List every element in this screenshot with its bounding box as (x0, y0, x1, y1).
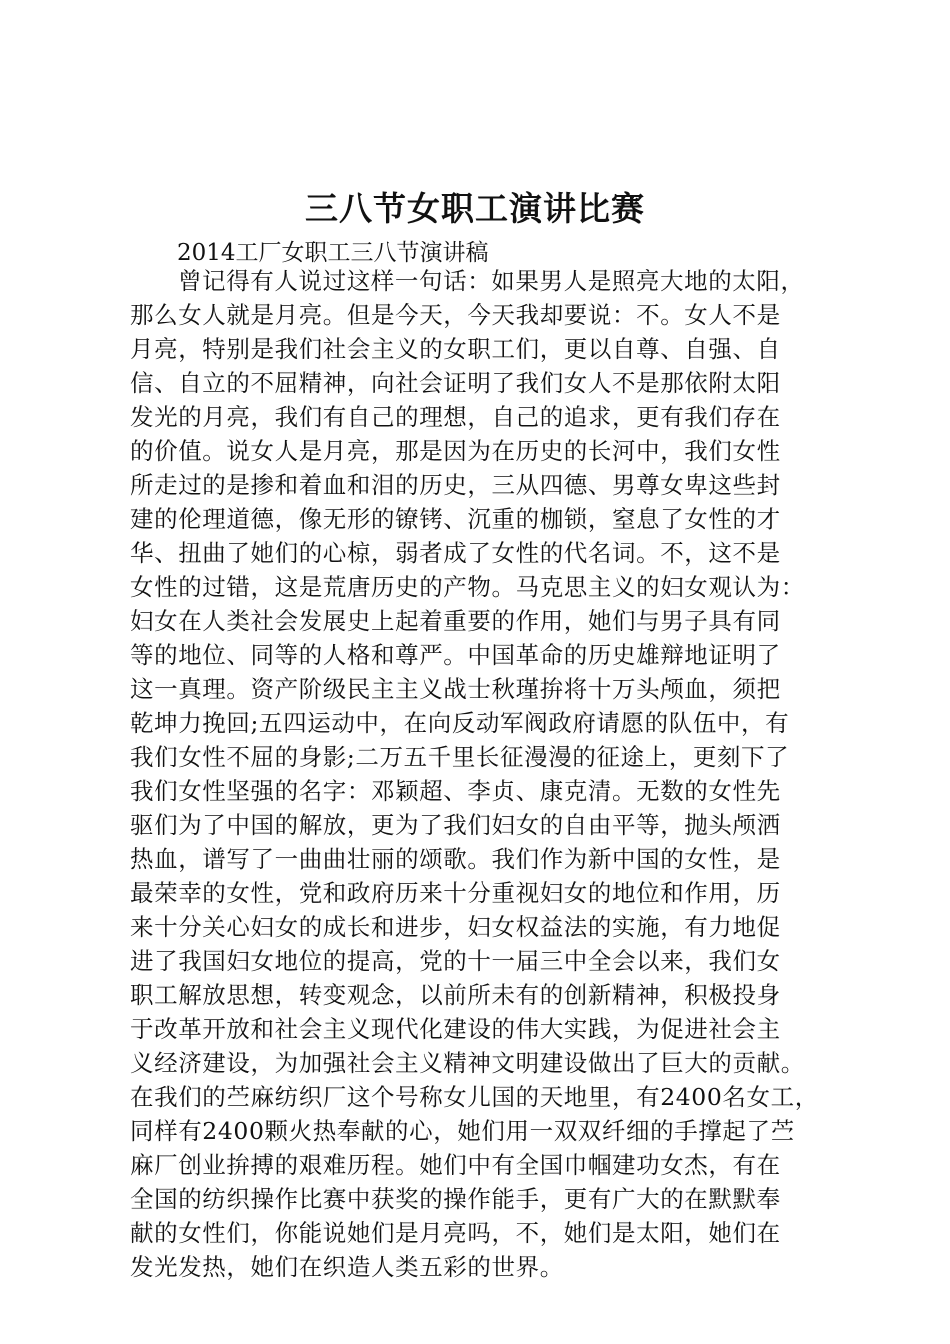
body-text-line: 热血，谱写了一曲曲壮丽的颂歌。我们作为新中国的女性，是 (130, 845, 781, 873)
body-text-line: 麻厂创业拚搏的艰难历程。她们中有全国巾帼建功女杰，有在 (130, 1151, 781, 1179)
body-text-line: 全国的纺织操作比赛中获奖的操作能手，更有广大的在默默奉 (130, 1185, 781, 1213)
body-text-line: 那么女人就是月亮。但是今天，今天我却要说：不。女人不是 (130, 301, 781, 329)
document-title: 三八节女职工演讲比赛 (305, 189, 645, 228)
body-text-line: 同样有2400颗火热奉献的心，她们用一双双纤细的手撑起了苎 (130, 1117, 795, 1145)
document-body (130, 264, 855, 1284)
body-text-line: 等的地位、同等的人格和尊严。中国革命的历史雄辩地证明了 (130, 641, 781, 669)
body-text-line: 女性的过错，这是荒唐历史的产物。马克思主义的妇女观认为： (130, 573, 805, 601)
body-text-line: 曾记得有人说过这样一句话：如果男人是照亮大地的太阳， (178, 267, 805, 295)
body-text-line: 进了我国妇女地位的提高，党的十一届三中全会以来，我们女 (130, 947, 781, 975)
body-text-line: 这一真理。资产阶级民主主义战士秋瑾拚将十万头颅血，须把 (130, 675, 781, 703)
body-text-line: 妇女在人类社会发展史上起着重要的作用，她们与男子具有同 (130, 607, 781, 635)
body-text-line: 建的伦理道德，像无形的镣铐、沉重的枷锁，窒息了女性的才 (130, 505, 781, 533)
body-text-line: 我们女性不屈的身影;二万五千里长征漫漫的征途上，更刻下了 (130, 743, 790, 771)
body-text-line: 职工解放思想，转变观念，以前所未有的创新精神，积极投身 (130, 981, 781, 1009)
body-text-line: 最荣幸的女性，党和政府历来十分重视妇女的地位和作用，历 (130, 879, 781, 907)
body-text-line: 献的女性们，你能说她们是月亮吗，不，她们是太阳，她们在 (130, 1219, 781, 1247)
body-text-line: 信、自立的不屈精神，向社会证明了我们女人不是那依附太阳 (130, 369, 781, 397)
document-subtitle: 2014工厂女职工三八节演讲稿 (177, 240, 489, 266)
body-text-line: 发光的月亮，我们有自己的理想，自己的追求，更有我们存在 (130, 403, 781, 431)
body-text-line: 的价值。说女人是月亮，那是因为在历史的长河中，我们女性 (130, 437, 781, 465)
body-text-line: 在我们的苎麻纺织厂这个号称女儿国的天地里，有2400名女工， (130, 1083, 819, 1111)
body-text-line: 于改革开放和社会主义现代化建设的伟大实践，为促进社会主 (130, 1015, 781, 1043)
body-text-line: 月亮，特别是我们社会主义的女职工们，更以自尊、自强、自 (130, 335, 781, 363)
body-text-line: 发光发热，她们在织造人类五彩的世界。 (130, 1253, 564, 1281)
body-text-line: 来十分关心妇女的成长和进步，妇女权益法的实施，有力地促 (130, 913, 781, 941)
body-text-line: 驱们为了中国的解放，更为了我们妇女的自由平等，抛头颅洒 (130, 811, 781, 839)
body-text-line: 乾坤力挽回;五四运动中，在向反动军阀政府请愿的队伍中，有 (130, 709, 790, 737)
body-text-line: 所走过的是掺和着血和泪的历史，三从四德、男尊女卑这些封 (130, 471, 781, 499)
body-text-line: 义经济建设，为加强社会主义精神文明建设做出了巨大的贡献。 (130, 1049, 805, 1077)
body-text-line: 我们女性坚强的名字：邓颖超、李贞、康克清。无数的女性先 (130, 777, 781, 805)
body-text-line: 华、扭曲了她们的心椋，弱者成了女性的代名词。不，这不是 (130, 539, 781, 567)
